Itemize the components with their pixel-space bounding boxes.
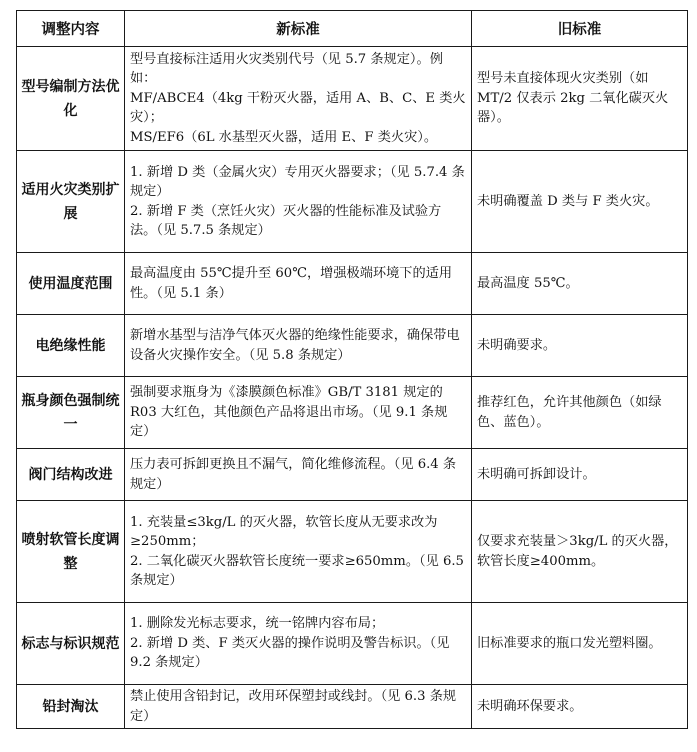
row-new-standard xyxy=(125,685,472,729)
row-new-standard xyxy=(125,47,472,151)
row-new-standard xyxy=(125,449,472,501)
new-standard-line: 型号直接标注适用火灾类别代号（见 5.7 条规定）。例如： xyxy=(130,51,443,87)
row-old-standard: 最高温度 55℃。 xyxy=(472,253,688,315)
header-new-standard: 新标准 xyxy=(125,11,472,47)
row-item: 瓶身颜色强制统一 xyxy=(17,377,125,449)
row-item: 铅封淘汰 xyxy=(17,685,125,729)
row-old-standard: 旧标准要求的瓶口发光塑料圈。 xyxy=(472,603,688,685)
table-row xyxy=(17,151,688,253)
new-standard-line: 1. 新增 D 类（金属火灾）专用灭火器要求；（见 5.7.4 条规定） xyxy=(130,164,465,199)
new-standard-line: 禁止使用含铅封记，改用环保塑封或线封。（见 6.3 条规定） xyxy=(130,689,457,724)
row-new-standard xyxy=(125,253,472,315)
row-old-standard: 未明确可拆卸设计。 xyxy=(472,449,688,501)
row-old-standard: 型号未直接体现火灾类别（如 MT/2 仅表示 2kg 二氧化碳灭火器）。 xyxy=(472,47,688,151)
row-item: 喷射软管长度调整 xyxy=(17,501,125,603)
row-item: 标志与标识规范 xyxy=(17,603,125,685)
new-standard-line: 压力表可拆卸更换且不漏气，简化维修流程。（见 6.4 条规定） xyxy=(130,457,457,492)
row-new-standard xyxy=(125,377,472,449)
row-item: 阀门结构改进 xyxy=(17,449,125,501)
row-old-standard: 仅要求充装量＞3kg/L 的灭火器，软管长度≥400mm。 xyxy=(472,501,688,603)
new-standard-line: 2. 新增 F 类（烹饪火灾）灭火器的性能标准及试验方法。（见 5.7.5 条规定） xyxy=(130,203,442,238)
row-new-standard xyxy=(125,151,472,253)
row-new-standard xyxy=(125,603,472,685)
table-row xyxy=(17,685,688,729)
new-standard-line: 2. 新增 D 类、F 类灭火器的操作说明及警告标识。（见 9.2 条规定） xyxy=(130,635,450,671)
row-new-standard xyxy=(125,501,472,603)
row-item: 适用火灾类别扩展 xyxy=(17,151,125,253)
new-standard-line: 1. 删除发光标志要求，统一铭牌内容布局； xyxy=(130,616,385,632)
header-item: 调整内容 xyxy=(17,11,125,47)
row-item: 使用温度范围 xyxy=(17,253,125,315)
new-standard-line: MS/EF6（6L 水基型灭火器，适用 E、F 类火灾）。 xyxy=(130,129,438,145)
table-row xyxy=(17,47,688,151)
comparison-table xyxy=(16,10,688,729)
header-old-standard: 旧标准 xyxy=(472,11,688,47)
row-item: 型号编制方法优化 xyxy=(17,47,125,151)
new-standard-line: 2. 二氧化碳灭火器软管长度统一要求≥650mm。（见 6.5 条规定） xyxy=(130,553,464,588)
new-standard-line: 强制要求瓶身为《漆膜颜色标准》GB/T 3181 规定的 R03 大红色，其他颜色产品将退出市场。（见 9.1 条规定） xyxy=(130,385,448,440)
table-row xyxy=(17,253,688,315)
row-old-standard: 推荐红色，允许其他颜色（如绿色、蓝色）。 xyxy=(472,377,688,449)
header-row xyxy=(17,11,688,47)
row-item: 电绝缘性能 xyxy=(17,315,125,377)
new-standard-line: 新增水基型与洁净气体灭火器的绝缘性能要求，确保带电设备火灾操作安全。（见 5.8 条规定） xyxy=(130,328,460,363)
new-standard-line: 最高温度由 55℃提升至 60℃，增强极端环境下的适用性。（见 5.1 条） xyxy=(130,266,453,301)
new-standard-line: 1. 充装量≤3kg/L 的灭火器，软管长度从无要求改为≥250mm； xyxy=(130,514,438,549)
table-row xyxy=(17,377,688,449)
table-row xyxy=(17,603,688,685)
row-old-standard: 未明确环保要求。 xyxy=(472,685,688,729)
new-standard-line: MF/ABCE4（4kg 干粉灭火器，适用 A、B、C、E 类火灾）； xyxy=(130,90,466,126)
row-new-standard xyxy=(125,315,472,377)
table-row xyxy=(17,501,688,603)
table-row xyxy=(17,449,688,501)
row-old-standard: 未明确覆盖 D 类与 F 类火灾。 xyxy=(472,151,688,253)
row-old-standard: 未明确要求。 xyxy=(472,315,688,377)
table-row xyxy=(17,315,688,377)
